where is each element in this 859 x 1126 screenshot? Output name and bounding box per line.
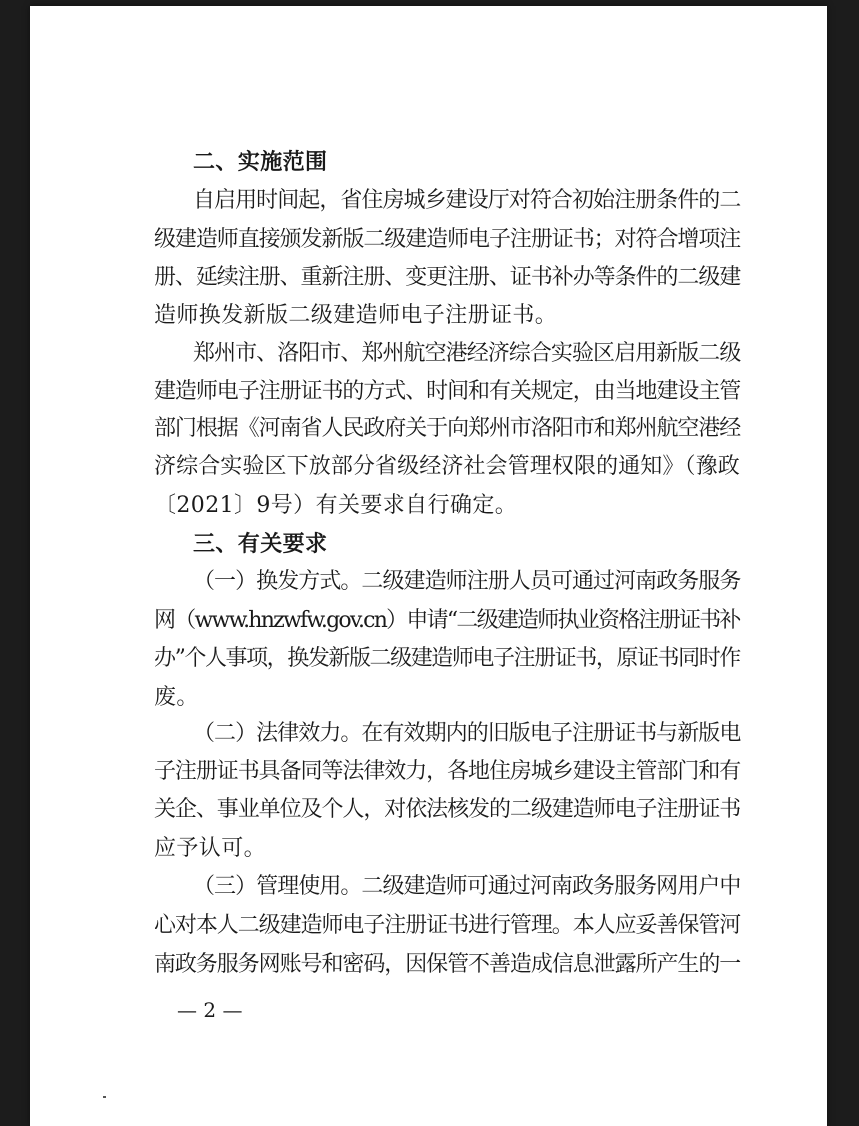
paragraph-line: （三）管理使用。二级建造师可通过河南政务服务网用户中 [193, 874, 741, 899]
paragraph-line: 办”个人事项，换发新版二级建造师电子注册证书，原证书同时作 [154, 646, 740, 671]
paragraph-line: 造师换发新版二级建造师电子注册证书。 [154, 303, 558, 328]
paragraph-line: 废。 [154, 685, 199, 710]
paragraph-line: 自启用时间起，省住房城乡建设厅对符合初始注册条件的二 [193, 188, 741, 213]
paragraph-line: 建造师电子注册证书的方式、时间和有关规定，由当地建设主管 [154, 379, 741, 404]
section-heading-requirements: 三、有关要求 [193, 532, 328, 557]
paragraph-line: 网（www.hnzwfw.gov.cn）申请“二级建造师执业资格注册证书补 [154, 608, 740, 633]
paragraph-line: 册、延续注册、重新注册、变更注册、证书补办等条件的二级建 [154, 265, 741, 290]
paragraph-line: 子注册证书具备同等法律效力，各地住房城乡建设主管部门和有 [154, 759, 741, 784]
paragraph-line: （二）法律效力。在有效期内的旧版电子注册证书与新版电 [193, 721, 741, 746]
paragraph-line: 应予认可。 [154, 836, 267, 861]
section-heading-scope: 二、实施范围 [193, 150, 328, 175]
paragraph-line: 〔2021〕9号）有关要求自行确定。 [154, 493, 518, 518]
scan-speck [103, 1096, 106, 1098]
paragraph-line: 南政务服务网账号和密码，因保管不善造成信息泄露所产生的一 [154, 952, 741, 977]
paragraph-line: 部门根据《河南省人民政府关于向郑州市洛阳市和郑州航空港经 [154, 416, 741, 441]
paragraph-line: （一）换发方式。二级建造师注册人员可通过河南政务服务 [193, 569, 741, 594]
page-number: — 2 — [177, 998, 243, 1022]
paragraph-line: 郑州市、洛阳市、郑州航空港经济综合实验区启用新版二级 [193, 341, 741, 366]
paragraph-line: 级建造师直接颁发新版二级建造师电子注册证书；对符合增项注 [154, 227, 741, 252]
paragraph-line: 济综合实验区下放部分省级经济社会管理权限的通知》（豫政 [154, 454, 740, 479]
paragraph-line: 心对本人二级建造师电子注册证书进行管理。本人应妥善保管河 [154, 913, 741, 938]
paragraph-line: 关企、事业单位及个人，对依法核发的二级建造师电子注册证书 [154, 797, 741, 822]
